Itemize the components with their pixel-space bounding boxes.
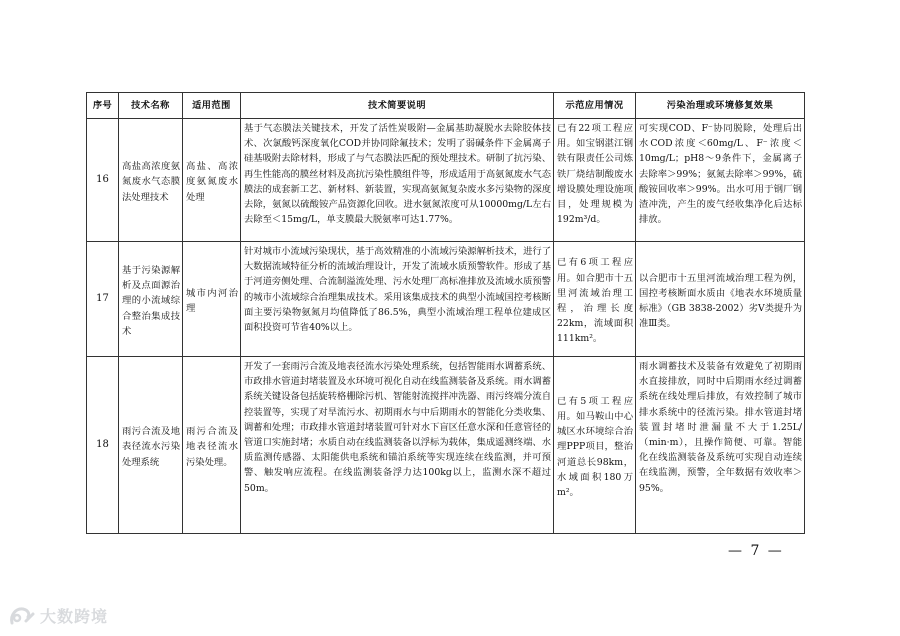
- scope-cell: [183, 357, 241, 534]
- effect: 可实现COD、F⁻协同脱除，处理后出水COD浓度＜60mg/L、F⁻浓度＜10mg/L；pH8～9条件下，金属离子去除率＞99%；氨氮去除率＞99%，硫酸铵回收率＞99%。出水可用于钢厂钢渣冲洗，产生的废气经收集净化后达标排放。: [639, 123, 802, 226]
- description: 开发了一套雨污合流及地表径流水污染处理系统，包括智能雨水调蓄系统、市政排水管道封堵装置及水环境可视化自动在线监测装备及系统。雨水调蓄系统关键设备包括旋转格栅除污机、智能射流搅拌冲洗器、雨污终端分流自控装置等，实现了对旱流污水、初期雨水与中后期雨水的智能化分类收集、调蓄和处理；市政排水管道封堵装置可针对水下盲区任意水深和任意管径的管道口实施封堵；水质自动在线监测装备以浮标为载体，集成遥测终端、水质监测传感器、太阳能供电系统和锚泊系统等实现连续在线监测，并可预警、触发响应流程。在线监测装备浮力达100kg以上，监测水深不超过50m。: [244, 361, 551, 494]
- scope: 城市内河治理: [186, 287, 238, 314]
- scope: 雨污合流及地表径流水污染处理。: [186, 426, 238, 468]
- tech-name-cell: [119, 119, 183, 242]
- watermark: [8, 604, 108, 627]
- description: 基于气态膜法关键技术，开发了活性炭吸附—金属基助凝脱水去除胶体技术、次氯酸钙深度氧化COD并协同除氟技术；发明了弱碱条件下金属离子硅基吸附去除材料，形成了与气态膜法匹配的预处理技术。研制了抗污染、再生性能高的膜丝材料及高抗污染性膜组件等，形成适用于高氨氮废水气态膜法的成套新工艺、新材料、新装置，实现高氨氮复杂废水多污染物的深度去除，氨氮以硫酸铵产品资源化回收。进水氨氮浓度可从10000mg/L左右去除至＜15mg/L，单支膜最大脱氨率可达1.77%。: [244, 123, 551, 226]
- description-cell: [241, 357, 554, 534]
- application: 已有5项工程应用。如马鞍山中心城区水环境综合治理PPP项目，整治河道总长98km，水域面积180万m²。: [557, 395, 633, 498]
- row-number: 18: [87, 357, 119, 534]
- watermark-text: 大数跨境: [40, 607, 109, 626]
- scope-cell: [183, 119, 241, 242]
- description-cell: [241, 242, 554, 357]
- description-cell: [241, 119, 554, 242]
- description: 针对城市小流域污染现状，基于高效精准的小流域污染源解析技术，进行了大数据流域特征分析的流域治理设计，开发了流域水质预警软件。形成了基于河道旁侧处理、合流制溢流处理、污水处理厂高标准排放及流域水质预警的城市小流域综合治理集成技术。采用该集成技术的典型小流域国控考核断面主要污染物氨氮月均值降低了86.5%，典型小流域治理工程单位建成区面积投资可节省40%以上。: [244, 246, 551, 334]
- header-description: 技术简要说明: [241, 93, 554, 119]
- effect: 以合肥市十五里河流域治理工程为例，国控考核断面水质由《地表水环境质量标准》（GB 3838-2002）劣Ⅴ类提升为准Ⅲ类。: [639, 272, 802, 330]
- tech-name: 高盐高浓度氨氮废水气态膜法处理技术: [122, 161, 180, 203]
- effect-cell: [636, 242, 805, 357]
- application-cell: [554, 357, 636, 534]
- technology-table: [86, 92, 805, 534]
- application-cell: [554, 242, 636, 357]
- scope-cell: [183, 242, 241, 357]
- row-number: 16: [87, 119, 119, 242]
- header-scope: 适用范围: [183, 93, 241, 119]
- tech-name: 基于污染源解析及点面源治理的小流域综合整治集成技术: [122, 264, 180, 337]
- table-row: [87, 242, 805, 357]
- effect-cell: [636, 119, 805, 242]
- header-effect: 污染治理或环境修复效果: [636, 93, 805, 119]
- application: 已有6项工程应用。如合肥市十五里河流域治理工程，治理长度22km，流域面积111km²。: [557, 257, 633, 345]
- tech-name-cell: [119, 357, 183, 534]
- table-header-row: [87, 93, 805, 119]
- header-application: 示范应用情况: [554, 93, 636, 119]
- tech-name: 雨污合流及地表径流水污染处理系统: [122, 426, 180, 468]
- scope: 高盐、高浓度氨氮废水处理: [186, 161, 238, 203]
- watermark-logo-icon: [8, 605, 36, 627]
- header-tech-name: 技术名称: [119, 93, 183, 119]
- page-number: — 7 —: [728, 543, 784, 559]
- row-number: 17: [87, 242, 119, 357]
- application-cell: [554, 119, 636, 242]
- application: 已有22项工程应用。如宝钢湛江钢铁有限责任公司炼铁厂烧结制酸废水增设膜处理设施项目，处理规模为192m³/d。: [557, 123, 633, 226]
- effect-cell: [636, 357, 805, 534]
- header-number: 序号: [87, 93, 119, 119]
- effect: 雨水调蓄技术及装备有效避免了初期雨水直接排放，同时中后期雨水经过调蓄系统在线处理后排放，有效控制了城市排水系统中的径流污染。排水管道封堵装置封堵时泄漏量不大于1.25L/（min·m），且操作简便、可靠。智能化在线监测装备及系统可实现自动连续在线监测，预警，全年数据有效收率＞95%。: [639, 361, 802, 494]
- tech-name-cell: [119, 242, 183, 357]
- table-row: [87, 357, 805, 534]
- table-row: [87, 119, 805, 242]
